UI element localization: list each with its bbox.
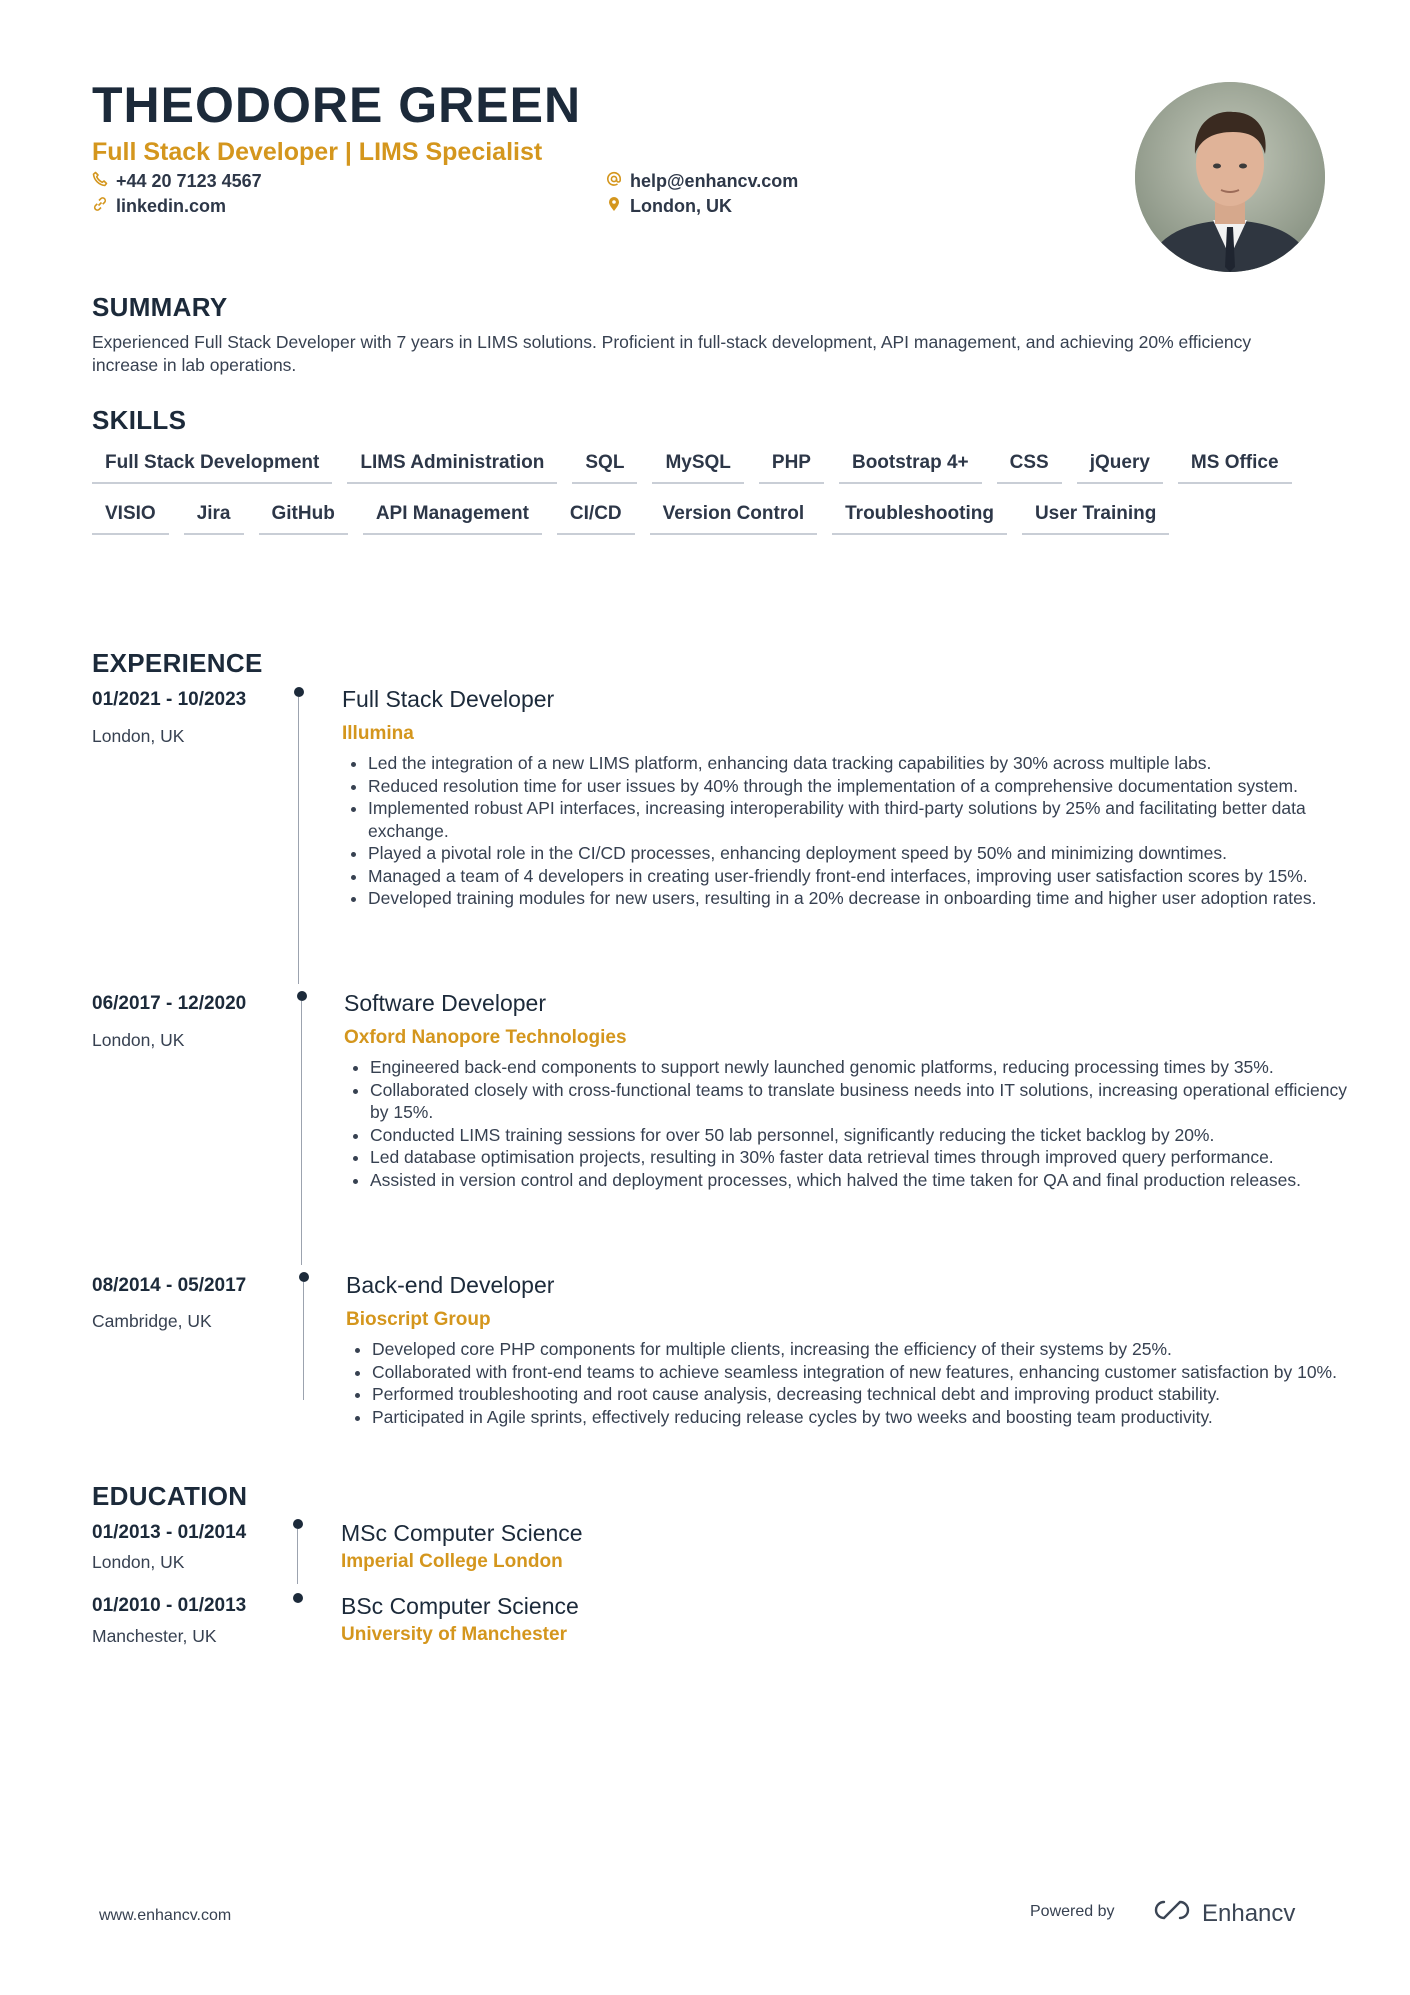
list-item: • Led the integration of a new LIMS platform, enhancing data tracking capabilities by 30% across multiple labs. (368, 752, 1348, 775)
skills-list (92, 447, 1332, 535)
skill-tag: LIMS Administration (347, 447, 557, 484)
list-item: • Participated in Agile sprints, effectively reducing release cycles by two weeks and boosting team productivity. (372, 1406, 1352, 1429)
link-icon (92, 196, 108, 217)
experience-heading: EXPERIENCE (92, 648, 263, 678)
list-item: • Led database optimisation projects, resulting in 30% faster data retrieval times through improved query performance. (370, 1146, 1350, 1169)
profile-photo (1135, 82, 1325, 272)
summary-heading: SUMMARY (92, 292, 228, 322)
timeline-dot (297, 991, 307, 1001)
timeline-dot (293, 1593, 303, 1603)
skill-tag: jQuery (1077, 447, 1163, 484)
job-company: Oxford Nanopore Technologies (344, 1027, 627, 1048)
edu-degree: BSc Computer Science (341, 1593, 579, 1619)
list-item: • Engineered back-end components to support newly launched genomic platforms, reducing processing times by 35%. (370, 1056, 1350, 1079)
list-item: • Developed core PHP components for multiple clients, increasing the efficiency of their systems by 25%. (372, 1338, 1352, 1361)
edu-dates: 01/2010 - 01/2013 (92, 1595, 247, 1616)
job-role: Full Stack Developer (342, 686, 555, 712)
skill-tag: CSS (997, 447, 1062, 484)
timeline-line (298, 697, 299, 984)
at-icon (606, 171, 622, 192)
list-item: • Reduced resolution time for user issues by 40% through the implementation of a comprehensive documentation system. (368, 775, 1348, 798)
job-company: Illumina (342, 723, 414, 744)
edu-dates: 01/2013 - 01/2014 (92, 1522, 247, 1543)
skill-tag: SQL (572, 447, 637, 484)
list-item: • Implemented robust API interfaces, increasing interoperability with third-party solutions by 25% and facilitating better data exchange. (368, 797, 1348, 842)
email-contact[interactable] (606, 171, 798, 192)
skill-tag: Troubleshooting (832, 498, 1007, 535)
skill-tag: MySQL (652, 447, 743, 484)
timeline-line (303, 1282, 304, 1400)
skill-tag: Version Control (650, 498, 817, 535)
summary-text: Experienced Full Stack Developer with 7 years in LIMS solutions. Proficient in full-stack development, API management, and achieving 20% efficiency increase in lab operations. (92, 332, 1252, 375)
location-text: London, UK (630, 196, 732, 216)
skill-tag: GitHub (259, 498, 348, 535)
job-bullets (350, 1338, 1352, 1428)
job-company: Bioscript Group (346, 1309, 491, 1330)
job-location: London, UK (92, 1030, 185, 1050)
email-text: help@enhancv.com (630, 171, 799, 191)
skill-tag: Jira (184, 498, 244, 535)
job-bullets (346, 752, 1348, 910)
list-item: • Assisted in version control and deployment processes, which halved the time taken for QA and final production releases. (370, 1169, 1350, 1192)
skill-tag: API Management (363, 498, 542, 535)
enhancv-logo-text: Enhancv (1202, 1899, 1296, 1927)
job-bullets (348, 1056, 1350, 1191)
phone-icon (92, 171, 108, 192)
timeline-dot (299, 1272, 309, 1282)
list-item: • Collaborated closely with cross-functional teams to translate business needs into IT solutions, increasing operational efficiency by 15%. (370, 1079, 1350, 1124)
edu-school: Imperial College London (341, 1551, 563, 1572)
job-role: Back-end Developer (346, 1272, 555, 1298)
skill-tag: Full Stack Development (92, 447, 332, 484)
location-contact (606, 196, 732, 217)
list-item: • Collaborated with front-end teams to achieve seamless integration of new features, enhancing customer satisfaction by 10%. (372, 1361, 1352, 1384)
list-item: • Developed training modules for new users, resulting in a 20% decrease in onboarding time and higher user adoption rates. (368, 887, 1348, 910)
edu-location: Manchester, UK (92, 1626, 217, 1646)
list-item: • Played a pivotal role in the CI/CD processes, enhancing deployment speed by 50% and minimizing downtimes. (368, 842, 1348, 865)
linkedin-text: linkedin.com (116, 196, 227, 216)
candidate-name: THEODORE GREEN (92, 77, 582, 133)
list-item: • Managed a team of 4 developers in creating user-friendly front-end interfaces, improving user satisfaction scores by 15%. (368, 865, 1348, 888)
timeline-line (297, 1529, 298, 1584)
job-dates: 01/2021 - 10/2023 (92, 689, 247, 710)
skill-tag: User Training (1022, 498, 1169, 535)
enhancv-logo[interactable] (1148, 1897, 1295, 1930)
job-location: London, UK (92, 726, 185, 746)
linkedin-contact[interactable] (92, 196, 226, 217)
list-item: • Performed troubleshooting and root cause analysis, decreasing technical debt and improving product stability. (372, 1383, 1352, 1406)
edu-school: University of Manchester (341, 1624, 567, 1645)
candidate-title: Full Stack Developer | LIMS Specialist (92, 138, 543, 166)
skill-tag: CI/CD (557, 498, 635, 535)
timeline-dot (294, 687, 304, 697)
phone-text: +44 20 7123 4567 (116, 171, 262, 191)
timeline-line (301, 1001, 302, 1265)
skill-tag: PHP (759, 447, 824, 484)
enhancv-logo-icon (1148, 1897, 1196, 1930)
job-role: Software Developer (344, 990, 546, 1016)
job-location: Cambridge, UK (92, 1311, 212, 1331)
edu-degree: MSc Computer Science (341, 1520, 583, 1546)
phone-contact[interactable] (92, 171, 262, 192)
skill-tag: Bootstrap 4+ (839, 447, 982, 484)
skills-heading: SKILLS (92, 405, 187, 435)
timeline-dot (293, 1519, 303, 1529)
edu-location: London, UK (92, 1552, 185, 1572)
powered-by-label: Powered by (1030, 1903, 1115, 1920)
list-item: • Conducted LIMS training sessions for over 50 lab personnel, significantly reducing the ticket backlog by 20%. (370, 1124, 1350, 1147)
skill-tag: MS Office (1178, 447, 1292, 484)
skill-tag: VISIO (92, 498, 169, 535)
job-dates: 06/2017 - 12/2020 (92, 993, 247, 1014)
footer-url[interactable]: www.enhancv.com (99, 1907, 232, 1924)
education-heading: EDUCATION (92, 1481, 248, 1511)
location-pin-icon (606, 196, 622, 217)
job-dates: 08/2014 - 05/2017 (92, 1275, 247, 1296)
